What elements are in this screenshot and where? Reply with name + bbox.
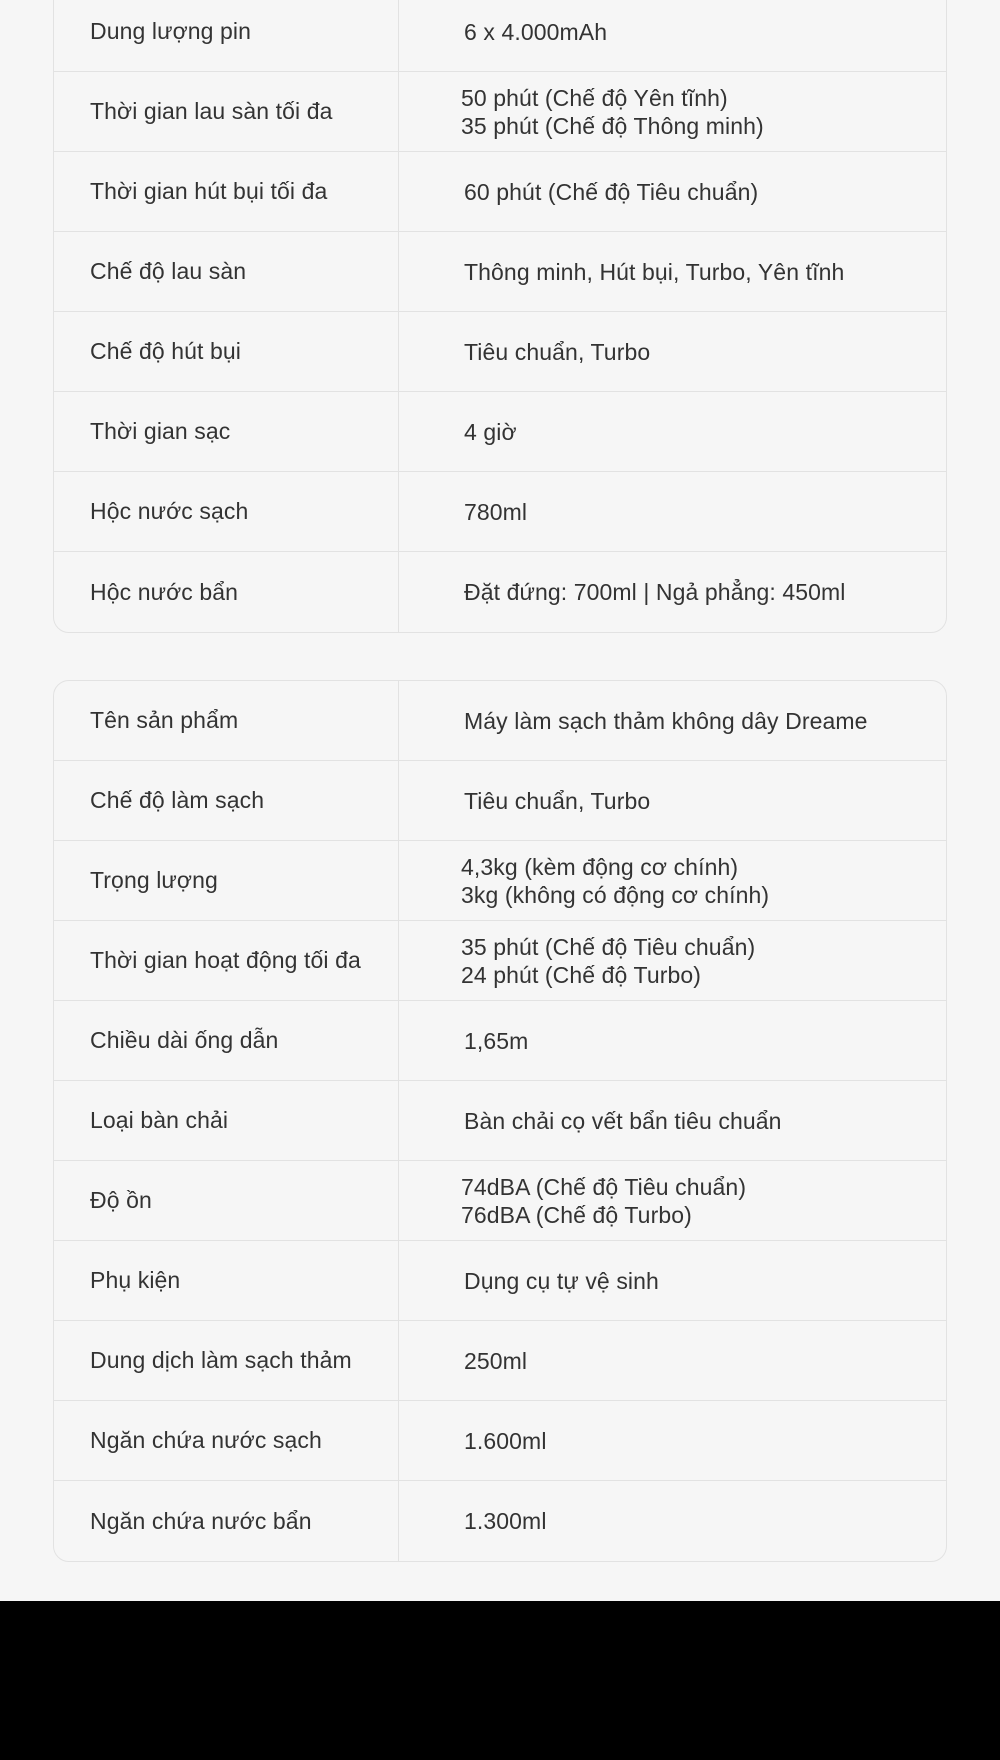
spec-value bbox=[399, 841, 946, 920]
spec-value-line: 50 phút (Chế độ Yên tĩnh) bbox=[461, 84, 728, 111]
spec-value bbox=[399, 1241, 946, 1320]
spec-value bbox=[399, 472, 946, 551]
spec-table-carpet-cleaner bbox=[53, 680, 947, 1562]
spec-label: Thời gian sạc bbox=[54, 392, 399, 471]
spec-row bbox=[54, 1161, 946, 1241]
spec-row bbox=[54, 0, 946, 72]
spec-value-line: 35 phút (Chế độ Tiêu chuẩn) bbox=[461, 933, 756, 960]
spec-value bbox=[399, 552, 946, 632]
spec-value-line: 4 giờ bbox=[464, 418, 517, 445]
spec-value-line: 4,3kg (kèm động cơ chính) bbox=[461, 853, 739, 880]
spec-row bbox=[54, 1321, 946, 1401]
spec-label: Hộc nước sạch bbox=[54, 472, 399, 551]
spec-value-line: Tiêu chuẩn, Turbo bbox=[464, 787, 651, 814]
spec-value-line: 60 phút (Chế độ Tiêu chuẩn) bbox=[464, 178, 759, 205]
spec-row bbox=[54, 921, 946, 1001]
spec-value-line: 35 phút (Chế độ Thông minh) bbox=[461, 112, 764, 139]
spec-row bbox=[54, 1401, 946, 1481]
spec-row bbox=[54, 1241, 946, 1321]
spec-row bbox=[54, 392, 946, 472]
spec-row bbox=[54, 552, 946, 632]
spec-value bbox=[399, 1001, 946, 1080]
spec-value-line: 250ml bbox=[464, 1347, 528, 1374]
spec-row bbox=[54, 152, 946, 232]
spec-row bbox=[54, 312, 946, 392]
spec-label: Thời gian hút bụi tối đa bbox=[54, 152, 399, 231]
spec-value bbox=[399, 72, 946, 151]
spec-value-line: 1.600ml bbox=[464, 1427, 547, 1454]
spec-value bbox=[399, 1481, 946, 1561]
spec-value-line: Tiêu chuẩn, Turbo bbox=[464, 338, 651, 365]
spec-row bbox=[54, 72, 946, 152]
spec-label: Thời gian lau sàn tối đa bbox=[54, 72, 399, 151]
spec-label: Độ ồn bbox=[54, 1161, 399, 1240]
spec-label: Ngăn chứa nước bẩn bbox=[54, 1481, 399, 1561]
spec-value-line: 1.300ml bbox=[464, 1508, 547, 1534]
bottom-blank-area bbox=[0, 1601, 1000, 1760]
spec-row bbox=[54, 681, 946, 761]
spec-value-line: 780ml bbox=[464, 498, 528, 525]
spec-value-line: Đặt đứng: 700ml | Ngả phẳng: 450ml bbox=[464, 579, 846, 605]
spec-value bbox=[399, 312, 946, 391]
spec-value-line: 3kg (không có động cơ chính) bbox=[461, 881, 770, 908]
spec-label: Phụ kiện bbox=[54, 1241, 399, 1320]
spec-row bbox=[54, 761, 946, 841]
spec-value-line: Thông minh, Hút bụi, Turbo, Yên tĩnh bbox=[464, 258, 845, 285]
spec-row bbox=[54, 1081, 946, 1161]
spec-value bbox=[399, 921, 946, 1000]
spec-row bbox=[54, 232, 946, 312]
spec-label: Ngăn chứa nước sạch bbox=[54, 1401, 399, 1480]
spec-value bbox=[399, 1401, 946, 1480]
spec-table-mop bbox=[53, 0, 947, 633]
spec-label: Dung lượng pin bbox=[54, 0, 399, 71]
spec-value-line: 6 x 4.000mAh bbox=[464, 18, 608, 45]
spec-label: Chế độ lau sàn bbox=[54, 232, 399, 311]
spec-value-line: 74dBA (Chế độ Tiêu chuẩn) bbox=[461, 1173, 747, 1200]
spec-value-line: Bàn chải cọ vết bẩn tiêu chuẩn bbox=[464, 1107, 782, 1134]
spec-label: Chiều dài ống dẫn bbox=[54, 1001, 399, 1080]
spec-value bbox=[399, 0, 946, 71]
spec-label: Trọng lượng bbox=[54, 841, 399, 920]
spec-value-line: Dụng cụ tự vệ sinh bbox=[464, 1267, 659, 1294]
spec-value bbox=[399, 761, 946, 840]
spec-row bbox=[54, 1481, 946, 1561]
spec-value bbox=[399, 392, 946, 471]
spec-label: Loại bàn chải bbox=[54, 1081, 399, 1160]
spec-value-line: 76dBA (Chế độ Turbo) bbox=[461, 1201, 692, 1228]
spec-row bbox=[54, 841, 946, 921]
spec-value bbox=[399, 681, 946, 760]
spec-label: Dung dịch làm sạch thảm bbox=[54, 1321, 399, 1400]
spec-label: Hộc nước bẩn bbox=[54, 552, 399, 632]
spec-value-line: 24 phút (Chế độ Turbo) bbox=[461, 961, 702, 988]
spec-label: Chế độ hút bụi bbox=[54, 312, 399, 391]
spec-row bbox=[54, 472, 946, 552]
spec-value bbox=[399, 152, 946, 231]
spec-label: Chế độ làm sạch bbox=[54, 761, 399, 840]
spec-label: Tên sản phẩm bbox=[54, 681, 399, 760]
spec-value bbox=[399, 232, 946, 311]
spec-value-line: 1,65m bbox=[464, 1027, 529, 1054]
spec-value bbox=[399, 1081, 946, 1160]
spec-label: Thời gian hoạt động tối đa bbox=[54, 921, 399, 1000]
spec-value bbox=[399, 1321, 946, 1400]
spec-value bbox=[399, 1161, 946, 1240]
spec-row bbox=[54, 1001, 946, 1081]
spec-value-line: Máy làm sạch thảm không dây Dreame bbox=[464, 707, 868, 734]
